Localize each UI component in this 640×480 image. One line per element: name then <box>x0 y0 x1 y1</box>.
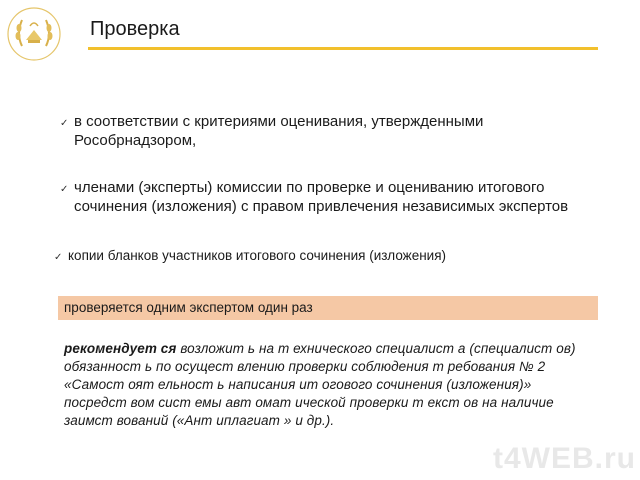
checkmark-icon: ✓ <box>60 184 69 195</box>
list-item-text: в соответствии с критериями оценивания, утвержденными Рособрнадзором, <box>74 113 484 149</box>
title-underline <box>88 47 598 50</box>
recommendation-lead: рекомендует ся <box>64 341 177 356</box>
laurel-emblem-icon <box>6 6 62 62</box>
list-item <box>60 178 574 216</box>
watermark: t4WEB.ru <box>493 442 636 475</box>
recommendation-paragraph <box>64 340 584 430</box>
highlight-text: проверяется одним экспертом один раз <box>64 300 313 315</box>
list-item-text: копии бланков участников итогового сочинения (изложения) <box>68 248 447 263</box>
checkmark-icon: ✓ <box>54 252 63 263</box>
list-item-text: членами (эксперты) комиссии по проверке и оцениванию итогового сочинения (изложения) с правом привлечения независимых экспертов <box>74 179 569 215</box>
list-item <box>54 246 588 265</box>
highlight-band <box>58 296 598 320</box>
list-item <box>60 112 594 150</box>
checkmark-icon: ✓ <box>60 118 69 129</box>
page-title: Проверка <box>90 18 180 40</box>
recommendation-text: возложит ь на т ехнического специалист а (специалист ов) обязанност ь по осущест влению проверки соблюдения т ребования № 2 «Самост оят ельност ь написания ит огового сочинения (изложения)» посредст вом сист емы авт омат ической проверки т екст ов на наличие заимст вований («Ант иплагиат » и др.). <box>64 341 576 428</box>
